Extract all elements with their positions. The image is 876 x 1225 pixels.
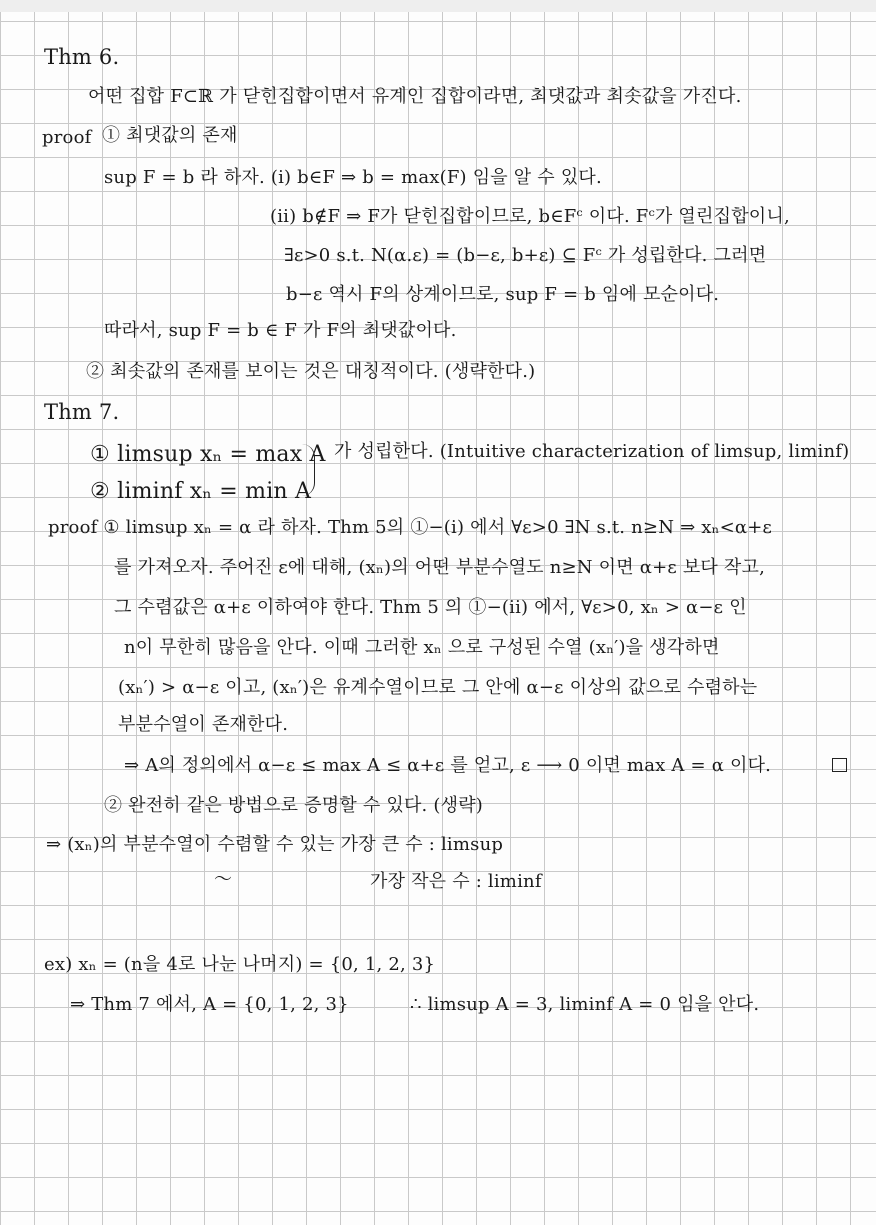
- thm7-brace: [302, 444, 315, 496]
- summary-line1: ⇒ (xₙ)의 부분수열이 수렴할 수 있는 가장 큰 수 : limsup: [46, 834, 504, 855]
- thm7-item2: ② liminf xₙ = min A: [90, 479, 312, 504]
- proof6-line5: 따라서, sup F = b ∈ F 가 F의 최댓값이다.: [104, 320, 457, 341]
- proof6-line1: sup F = b 라 하자. (i) b∈F ⇒ b = max(F) 임을 알 수 있다.: [104, 167, 602, 188]
- thm6-heading: Thm 6.: [44, 45, 120, 69]
- summary-ditto: 〜: [214, 869, 233, 890]
- example-line1: ex) xₙ = (n을 4로 나눈 나머지) = {0, 1, 2, 3}: [44, 954, 436, 975]
- proof7-line6: 부분수열이 존재한다.: [118, 714, 289, 735]
- qed-square: [832, 758, 847, 772]
- thm7-note: 가 성립한다. (Intuitive characterization of limsup, liminf): [334, 441, 850, 462]
- proof6-step2: ② 최솟값의 존재를 보이는 것은 대칭적이다. (생략한다.): [86, 361, 536, 382]
- thm7-item1: ① limsup xₙ = max A: [90, 442, 326, 467]
- proof7-line3: 그 수렴값은 α+ε 이하여야 한다. Thm 5 의 ①−(ii) 에서, ∀ε>0, xₙ > α−ε 인: [114, 597, 747, 618]
- proof6-line4: b−ε 역시 F의 상계이므로, sup F = b 임에 모순이다.: [286, 284, 720, 305]
- summary-line2: 가장 작은 수 : liminf: [370, 871, 542, 892]
- proof6-line3: ∃ε>0 s.t. N(α.ε) = (b−ε, b+ε) ⊆ Fᶜ 가 성립한다. 그러면: [284, 245, 767, 266]
- proof6-step1-title: ① 최댓값의 존재: [102, 125, 238, 146]
- proof7-line4: n이 무한히 많음을 안다. 이때 그러한 xₙ 으로 구성된 수열 (xₙ′)을 생각하면: [124, 637, 720, 658]
- thm7-heading: Thm 7.: [44, 400, 120, 424]
- proof7-line2: 를 가져오자. 주어진 ε에 대해, (xₙ)의 어떤 부분수열도 n≥N 이면 α+ε 보다 작고,: [114, 557, 766, 578]
- proof6-label: proof: [42, 127, 92, 148]
- example-line2: ⇒ Thm 7 에서, A = {0, 1, 2, 3}: [70, 994, 349, 1015]
- proof7-line5: (xₙ′) > α−ε 이고, (xₙ′)은 유계수열이므로 그 안에 α−ε 이상의 값으로 수렴하는: [118, 677, 758, 698]
- proof6-line2: (ii) b∉F ⇒ F가 닫힌집합이므로, b∈Fᶜ 이다. Fᶜ가 열린집합이니,: [270, 206, 790, 227]
- proof7-line8: ② 완전히 같은 방법으로 증명할 수 있다. (생략): [104, 795, 484, 816]
- example-line3: ∴ limsup A = 3, liminf A = 0 임을 안다.: [410, 994, 760, 1015]
- thm6-statement: 어떤 집합 F⊂ℝ 가 닫힌집합이면서 유계인 집합이라면, 최댓값과 최솟값을 가진다.: [88, 86, 742, 107]
- proof7-line7: ⇒ A의 정의에서 α−ε ≤ max A ≤ α+ε 를 얻고, ε ⟶ 0 이면 max A = α 이다.: [124, 755, 772, 776]
- proof7-line1: proof ① limsup xₙ = α 라 하자. Thm 5의 ①−(i) 에서 ∀ε>0 ∃N s.t. n≥N ⇒ xₙ<α+ε: [48, 517, 773, 538]
